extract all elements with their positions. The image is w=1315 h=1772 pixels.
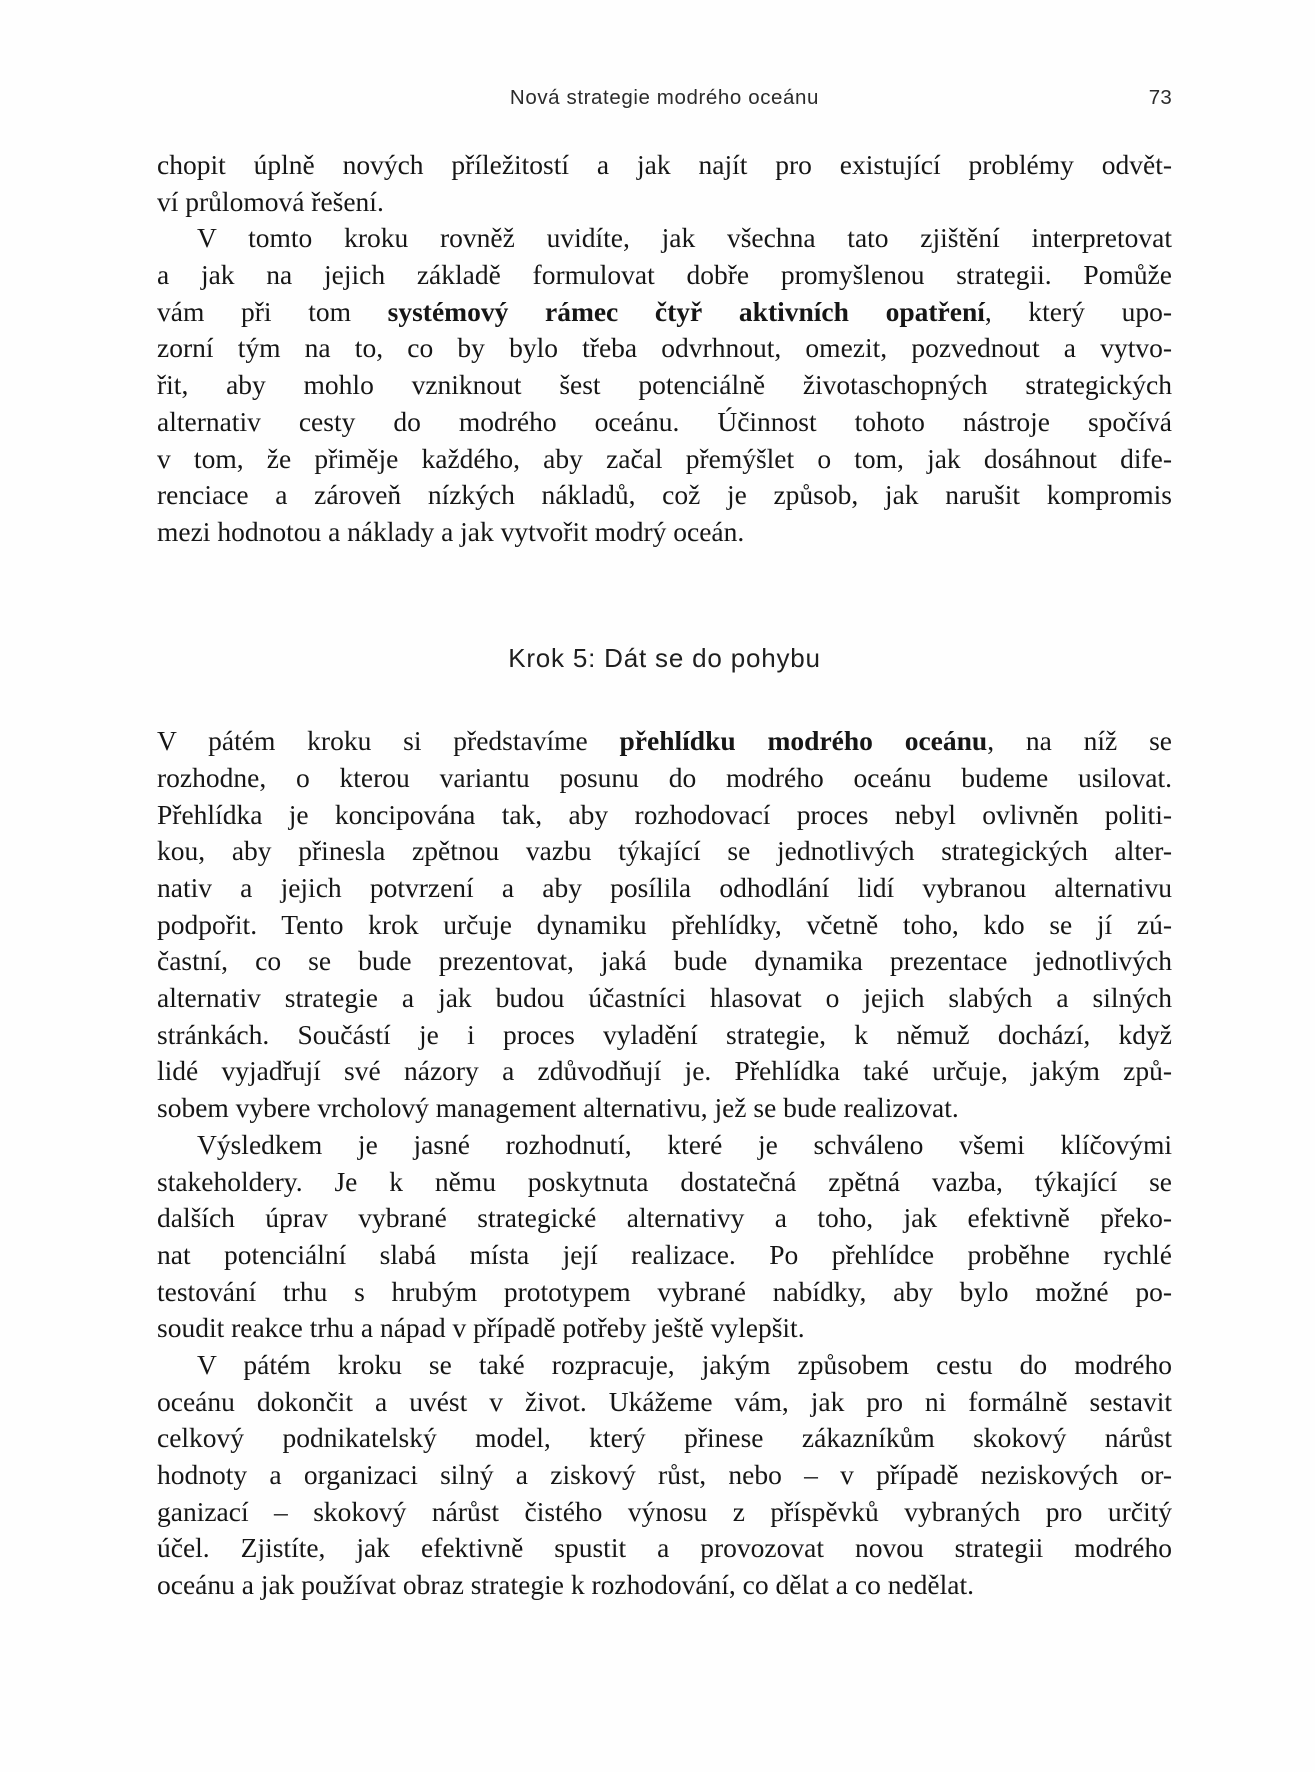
paragraph-line: mezi hodnotou a náklady a jak vytvořit modrý oceán. [157, 515, 745, 547]
body-paragraph [157, 220, 1172, 550]
body-text [157, 147, 1172, 1604]
paragraph-line: ganizací – skokový nárůst čistého výnosu z příspěvků vybraných pro určitý [157, 1495, 1172, 1527]
paragraph-line: V pátém kroku si představíme přehlídku modrého oceánu, na níž se [157, 725, 1172, 757]
paragraph-line: stránkách. Součástí je i proces vyladění strategie, k němuž dochází, když [157, 1018, 1172, 1050]
paragraph-line: testování trhu s hrubým prototypem vybrané nabídky, aby bylo možné po- [157, 1275, 1172, 1307]
running-header-title: Nová strategie modrého oceánu [509, 86, 820, 109]
paragraph-line: sobem vybere vrcholový management alternativu, jež se bude realizovat. [157, 1092, 959, 1124]
paragraph-line: V pátém kroku se také rozpracuje, jakým způsobem cestu do modrého [197, 1348, 1172, 1380]
paragraph-line: celkový podnikatelský model, který přinese zákazníkům skokový nárůst [157, 1422, 1172, 1454]
bold-term: přehlídku modrého oceánu [619, 725, 988, 757]
body-paragraph [157, 1347, 1172, 1604]
paragraph-line: chopit úplně nových příležitostí a jak najít pro existující problémy odvět- [157, 149, 1172, 180]
paragraph-line: v tom, že přiměje každého, aby začal přemýšlet o tom, jak dosáhnout dife- [157, 442, 1172, 474]
paragraph-line: oceánu a jak používat obraz strategie k rozhodování, co dělat a co nedělat. [157, 1569, 974, 1601]
paragraph-line: alternativ strategie a jak budou účastníci hlasovat o jejich slabých a silných [157, 982, 1172, 1014]
paragraph-line: stakeholdery. Je k němu poskytnuta dostatečná zpětná vazba, týkající se [157, 1165, 1172, 1197]
paragraph-line: lidé vyjadřují své názory a zdůvodňují je. Přehlídka také určuje, jakým způ- [157, 1055, 1172, 1087]
bold-term: systémový rámec čtyř aktivních opatření [387, 295, 985, 327]
paragraph-line: zorní tým na to, co by bylo třeba odvrhnout, omezit, pozvednout a vytvo- [157, 332, 1172, 364]
paragraph-line: alternativ cesty do modrého oceánu. Účinnost tohoto nástroje spočívá [157, 405, 1172, 437]
body-paragraph [157, 147, 1172, 220]
paragraph-line: oceánu dokončit a uvést v život. Ukážeme vám, jak pro ni formálně sestavit [157, 1385, 1172, 1417]
paragraph-line: hodnoty a organizaci silný a ziskový růst, nebo – v případě neziskových or- [157, 1459, 1172, 1490]
paragraph-line: vám při tom systémový rámec čtyř aktivních opatření, který upo- [157, 295, 1172, 327]
paragraph-line: kou, aby přinesla zpětnou vazbu týkající se jednotlivých strategických alter- [157, 835, 1172, 867]
body-paragraph [157, 723, 1172, 1127]
paragraph-line: častní, co se bude prezentovat, jaká bude dynamika prezentace jednotlivých [157, 945, 1172, 977]
paragraph-line: V tomto kroku rovněž uvidíte, jak všechna tato zjištění interpretovat [197, 222, 1172, 254]
paragraph-line: dalších úprav vybrané strategické alternativy a toho, jak efektivně překo- [157, 1202, 1172, 1234]
running-header [157, 84, 1172, 112]
section-heading: Krok 5: Dát se do pohybu [508, 642, 821, 673]
paragraph-line: Výsledkem je jasné rozhodnutí, které je schváleno všemi klíčovými [197, 1128, 1172, 1160]
paragraph-line: nat potenciální slabá místa její realizace. Po přehlídce proběhne rychlé [157, 1238, 1172, 1270]
body-paragraph [157, 1127, 1172, 1347]
paragraph-line: Přehlídka je koncipována tak, aby rozhodovací proces nebyl ovlivněn politi- [157, 798, 1172, 830]
paragraph-line: renciace a zároveň nízkých nákladů, což je způsob, jak narušit kompromis [157, 479, 1172, 511]
paragraph-line: a jak na jejich základě formulovat dobře promyšlenou strategii. Pomůže [157, 259, 1172, 291]
paragraph-line: řit, aby mohlo vzniknout šest potenciálně životaschopných strategických [157, 369, 1172, 401]
paragraph-line: rozhodne, o kterou variantu posunu do modrého oceánu budeme usilovat. [157, 761, 1172, 793]
page-number: 73 [1148, 86, 1172, 109]
paragraph-line: nativ a jejich potvrzení a aby posílila odhodlání lidí vybranou alternativu [157, 872, 1172, 903]
paragraph-line: účel. Zjistíte, jak efektivně spustit a provozovat novou strategii modrého [157, 1532, 1172, 1564]
paragraph-line: ví průlomová řešení. [157, 185, 384, 217]
paragraph-line: soudit reakce trhu a nápad v případě potřeby ještě vylepšit. [157, 1312, 805, 1344]
paragraph-line: podpořit. Tento krok určuje dynamiku přehlídky, včetně toho, kdo se jí zú- [157, 908, 1172, 940]
